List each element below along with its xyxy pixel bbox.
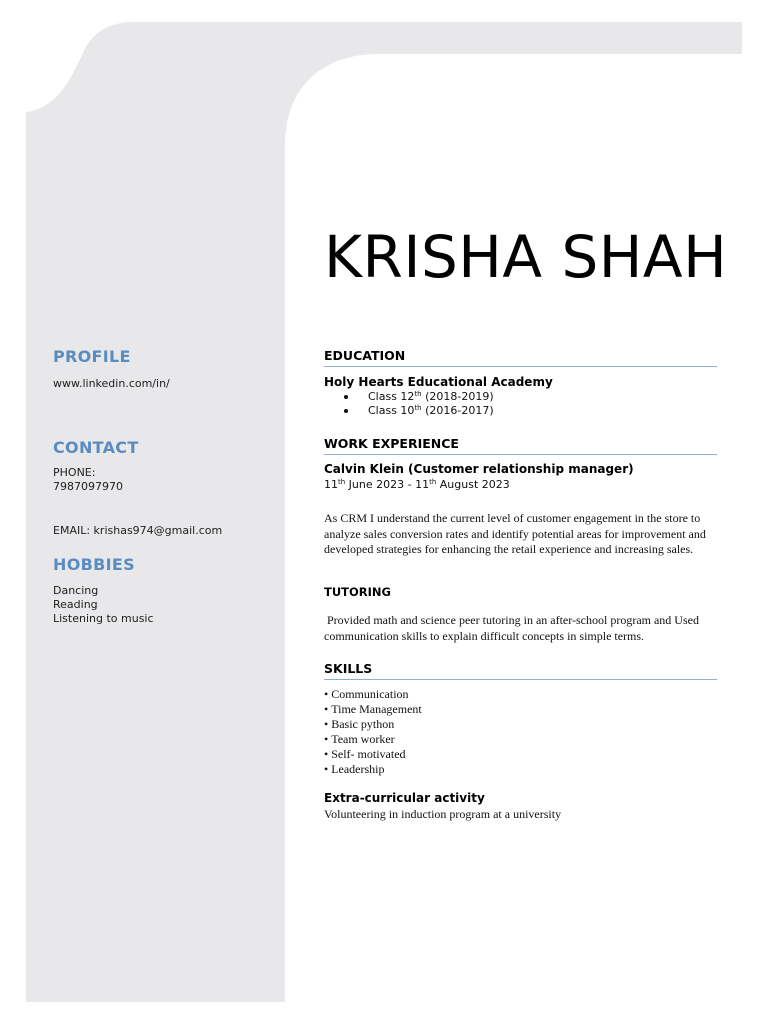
profile-heading: PROFILE xyxy=(53,347,131,366)
skill-item: • Basic python xyxy=(324,717,422,732)
education-heading: EDUCATION xyxy=(324,348,406,363)
job-title: Calvin Klein (Customer relationship manager) xyxy=(324,462,634,476)
email-link[interactable]: krishas974@gmail.com xyxy=(93,524,223,537)
education-item: Class 12th (2018-2019) xyxy=(344,390,494,404)
hobby-item: Listening to music xyxy=(53,612,154,625)
skills-heading: SKILLS xyxy=(324,661,373,676)
work-experience-heading: WORK EXPERIENCE xyxy=(324,436,459,451)
skill-item: • Leadership xyxy=(324,762,422,777)
tutoring-description: Provided math and science peer tutoring in an after-school program and Used communication skills to explain difficult concepts in simple terms. xyxy=(324,613,702,643)
phone-label: PHONE: xyxy=(53,466,96,479)
work-experience-rule xyxy=(324,454,717,455)
skills-list xyxy=(324,687,422,777)
skill-item: • Time Management xyxy=(324,702,422,717)
hobby-item: Dancing xyxy=(53,584,99,597)
email-line xyxy=(53,524,222,538)
education-rule xyxy=(324,366,717,367)
hobbies-heading: HOBBIES xyxy=(53,555,135,574)
profile-link-line xyxy=(53,377,170,391)
skill-item: • Team worker xyxy=(324,732,422,747)
job-dates: 11th June 2023 - 11th August 2023 xyxy=(324,478,510,491)
phone-number: 7987097970 xyxy=(53,480,123,493)
hobby-item: Reading xyxy=(53,598,98,611)
skill-item: • Communication xyxy=(324,687,422,702)
school-name: Holy Hearts Educational Academy xyxy=(324,375,553,389)
skills-rule xyxy=(324,679,717,680)
candidate-name: KRISHA SHAH xyxy=(324,223,728,291)
email-label: EMAIL: xyxy=(53,524,94,537)
extra-curricular-description: Volunteering in induction program at a university xyxy=(324,807,562,821)
education-item: Class 10th (2016-2017) xyxy=(344,404,494,418)
extra-curricular-heading: Extra-curricular activity xyxy=(324,791,485,805)
job-description: As CRM I understand the current level of customer engagement in the store to analyze sales conversion rates and identify potential areas for improvement and developed strategies for enhancing the retail experience and increasing sales. xyxy=(324,511,706,556)
contact-heading: CONTACT xyxy=(53,438,139,457)
skill-item: • Self- motivated xyxy=(324,747,422,762)
linkedin-link[interactable]: www.linkedin.com/in/ xyxy=(53,377,170,390)
tutoring-heading: TUTORING xyxy=(324,585,392,599)
education-list xyxy=(344,390,494,418)
